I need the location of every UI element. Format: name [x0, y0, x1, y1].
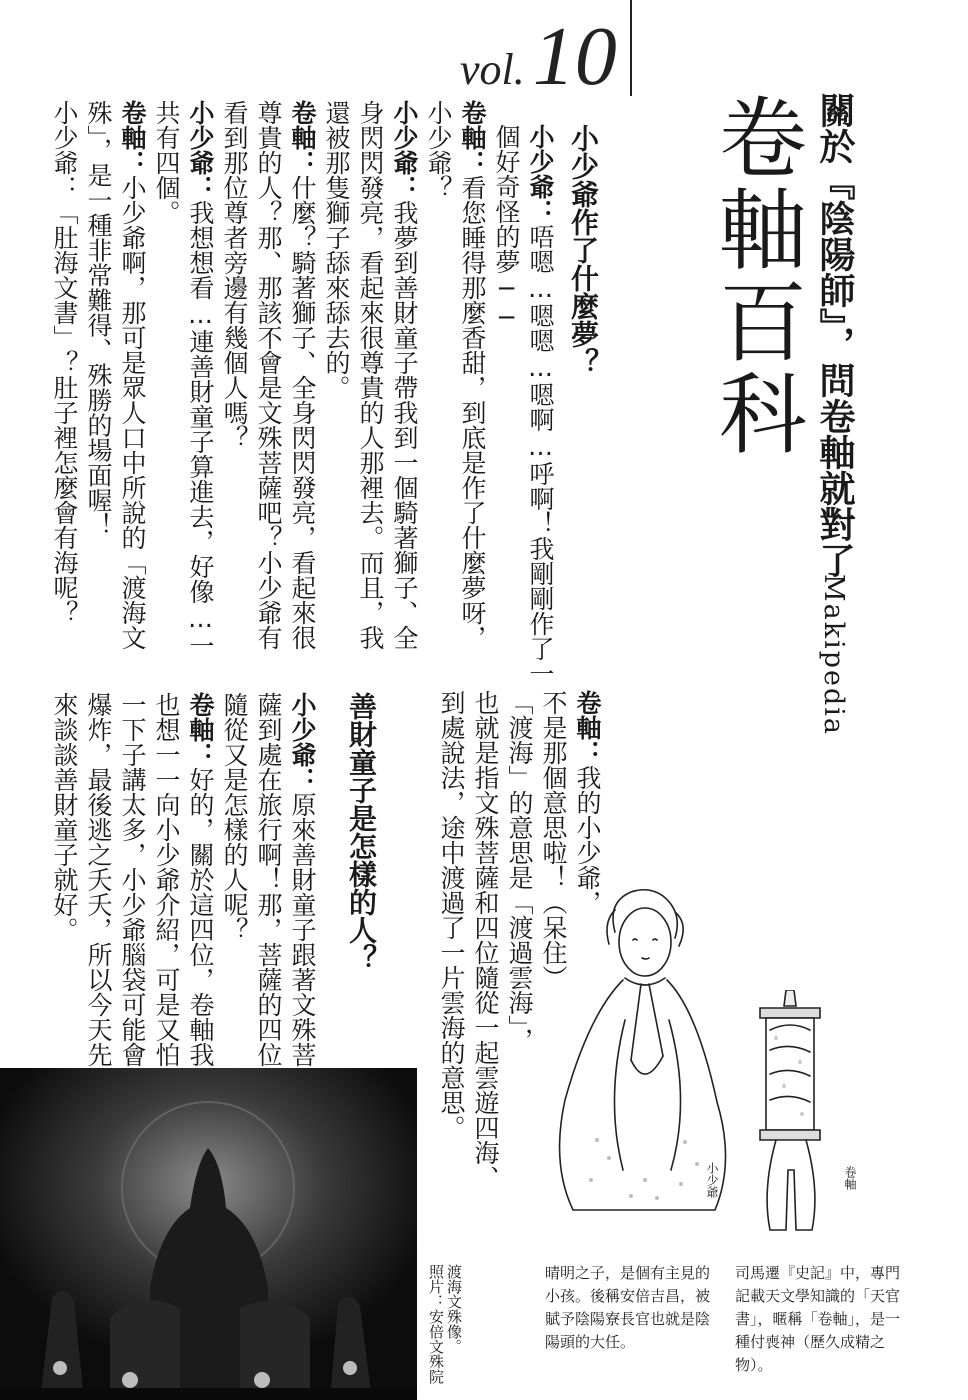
photo-caption-credit: 照片：安倍文殊院	[427, 1264, 445, 1384]
section2-heading: 善財童子是怎樣的人？	[345, 692, 378, 972]
dialogue-line: 「渡海」的意思是「渡過雲海」，	[505, 690, 534, 1053]
dialogue-line: 一下子講太多，小少爺腦袋可能會	[118, 692, 147, 1067]
scroll-caption: 司馬遷『史記』中，專門記載天文學知識的「天官書」，暱稱「卷軸」，是一種付喪神（歷久成精之物）。	[735, 1264, 901, 1374]
dialogue-line: 個好奇怪的夢──	[492, 124, 521, 332]
dialogue-line: 小少爺：我夢到善財童子帶我到一個騎著獅子、全	[390, 100, 419, 650]
dialogue-line: 卷軸：我的小少爺，	[573, 690, 602, 915]
page-title: 卷軸百科	[705, 92, 808, 460]
dialogue-line: 共有四個。	[152, 100, 181, 225]
dialogue-line: 身閃閃發亮，看起來很尊貴的人那裡去。而且，我	[356, 100, 385, 650]
dialogue-line: 小少爺：原來善財童子跟著文殊菩	[288, 692, 317, 1067]
dialogue-line: 小少爺：我想想看…連善財童子算進去，好像…一	[186, 100, 215, 658]
dialogue-line: 卷軸：看您睡得那麼香甜，到底是作了什麼夢呀，	[458, 100, 487, 650]
dialogue-line: 不是那個意思啦！（呆住）	[539, 690, 568, 990]
section1-heading: 小少爺作了什麼夢？	[567, 124, 600, 376]
header-divider	[630, 0, 632, 96]
dialogue-line: 小少爺：「肚海文書」？肚子裡怎麼會有海呢？	[50, 100, 79, 625]
vol-prefix: vol.	[460, 45, 525, 94]
dialogue-line: 卷軸：好的，關於這四位，卷軸我	[186, 692, 215, 1067]
scroll-illustration	[740, 990, 840, 1240]
dialogue-line: 小少爺？	[424, 100, 453, 200]
dialogue-line: 也想一一向小少爺介紹，可是又怕	[152, 692, 181, 1067]
dialogue-line: 到處說法，途中渡過了一片雲海的意思。	[437, 690, 466, 1140]
boy-caption: 晴明之子，是個有主見的小孩。後稱安倍吉昌，被賦予陰陽寮長官也就是陰陽頭的大任。	[545, 1264, 711, 1351]
photo-caption-title: 渡海文殊像。	[445, 1264, 463, 1354]
dialogue-line: 卷軸：小少爺啊，那可是眾人口中所說的「渡海文	[118, 100, 147, 650]
vol-number: 10	[532, 10, 617, 103]
dialogue-line: 看到那位尊者旁邊有幾個人嗎？	[220, 100, 249, 450]
boy-label: 小少爺	[705, 1162, 719, 1198]
dialogue-line: 隨從又是怎樣的人呢？	[220, 692, 249, 942]
dialogue-line: 尊貴的人？那、那該不會是文殊菩薩吧？小少爺有	[254, 100, 283, 650]
dialogue-line: 薩到處在旅行啊！那，菩薩的四位	[254, 692, 283, 1067]
dialogue-line: 殊」，是一種非常難得、殊勝的場面喔！	[84, 100, 113, 538]
dialogue-line: 來談談善財童子就好。	[50, 692, 79, 942]
statue-photo-graphic	[0, 1068, 417, 1400]
dialogue-line: 小少爺：唔嗯…嗯嗯…嗯啊…呼啊！我剛剛作了一	[526, 124, 555, 686]
page-subtitle: 關於『陰陽師』，問卷軸就對了	[814, 92, 855, 578]
page-subtitle-en: Makipedia	[818, 574, 849, 737]
scroll-label: 卷軸	[843, 1166, 857, 1190]
dialogue-line: 卷軸：什麼？騎著獅子、全身閃閃發亮，看起來很	[288, 100, 317, 650]
dialogue-line: 還被那隻獅子舔來舔去的。	[322, 100, 351, 400]
dialogue-line: 也就是指文殊菩薩和四位隨從一起雲遊四海、	[471, 690, 500, 1190]
statue-photo	[0, 1068, 417, 1400]
dialogue-line: 爆炸，最後逃之夭夭，所以今天先	[84, 692, 113, 1067]
volume-label	[460, 8, 617, 105]
